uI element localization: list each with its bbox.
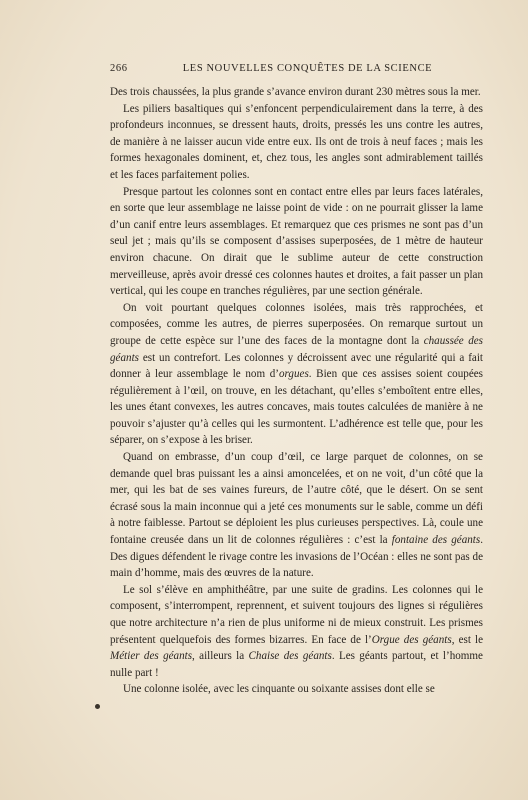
paragraph xyxy=(110,101,483,184)
italic-term: Orgue des géants xyxy=(371,633,452,646)
page-header xyxy=(110,63,483,79)
text-run: Les piliers basaltiques qui s’enfoncent perpendiculairement dans la terre, à des profondeurs inconnues, se dressent hauts, droits, pressés les uns contre les autres, de manière à ne laisser aucun vide entre eux. Ils ont de trois à neuf faces ; mais les formes hexagonales dominent, et, chez tous, les angles sont admirablement taillés et les faces parfaitement polies. xyxy=(110,102,483,181)
text-run: Le sol s’élève en amphithéâtre, par une suite de gradins. Les colonnes qui le composent, s’interrompent, reprennent, et suivent toujours des lignes si régulières que notre architecture n’a rien de plus uniforme ni de mieux construit. Les prismes présentent quelquefois des formes bizarres. En face de l’ xyxy=(110,583,483,646)
text-run: . Bien que ces assises soient coupées régulièrement à l’œil, on trouve, en les détachant, qu’elles s’emboîtent entre elles, les unes étant convexes, les autres concaves, mais toutes calculées de manière à ne pouvoir s’ajuster qu’à celles qui les surmontent. L’adhérence est telle que, pour les séparer, on s’expose à les briser. xyxy=(110,368,483,447)
italic-term: Métier des géants xyxy=(110,650,193,663)
paragraph xyxy=(110,300,483,449)
text-run: Quand on embrasse, d’un coup d’œil, ce large parquet de colonnes, on se demande quel bras puissant les a ainsi amoncelées, et on ne voit, d’un côté que la mer, qui les bat de ses vaines fureurs, de l’autre côté, que le désert. On se sent écrasé sous la main inconnue qui a jeté ces monuments sur le sable, comme un défi à notre faiblesse. Partout se déploient les plus curieuses perspectives. Là, coule une fontaine creusée dans un lit de colonnes régulières : c’est la xyxy=(110,451,483,547)
text-run: . Les géants partout, et l’homme nulle part ! xyxy=(110,650,483,679)
text-run: Presque partout les colonnes sont en contact entre elles par leurs faces latérales, en sorte que leur assemblage ne laisse point de vide : on ne pourrait glisser la lame d’un canif entre leurs assemblages. Et remarquez que ces prismes ne sont pas d’un seul jet ; mais qu’ils se composent d’assises superposées, de 1 mètre de hauteur environ chacune. On dirait que le sublime auteur de cette construction merveilleuse, après avoir dressé ces colonnes hautes et droites, a fait passer un plan vertical, qui les coupe en tranches régulières, par une section générale. xyxy=(110,185,483,298)
body-text xyxy=(110,84,483,698)
paragraph xyxy=(110,84,483,101)
text-run: Des trois chaussées, la plus grande s’avance environ durant 230 mètres sous la mer. xyxy=(110,86,481,98)
text-run: . Des digues défendent le rivage contre les invasions de l’Océan : elles ne sont pas de main d’homme, mais des œuvres de la nature. xyxy=(110,534,483,580)
text-run: , est le xyxy=(451,633,484,646)
italic-term: orgues xyxy=(278,368,309,381)
text-run: est un contrefort. Les colonnes y décroissent avec une régularité qui a fait donner à leur assemblage le nom d’ xyxy=(110,351,483,381)
italic-term: chaussée des géants xyxy=(110,334,483,364)
italic-term: Chaise des géants xyxy=(248,650,332,663)
ink-spot-mark xyxy=(95,704,100,709)
text-run: , ailleurs la xyxy=(192,650,249,663)
text-run: Une colonne isolée, avec les cinquante ou soixante assises dont elle se xyxy=(123,683,435,696)
italic-term: fontaine des géants xyxy=(391,534,481,547)
paragraph xyxy=(110,582,483,682)
text-run: On voit pourtant quelques colonnes isolées, mais très rapprochées, et composées, comme les autres, de pierres superposées. On remarque surtout un groupe de cette espèce sur l’une des faces de la montagne dont la xyxy=(110,301,483,347)
paragraph xyxy=(110,184,483,300)
page-number: 266 xyxy=(110,63,128,74)
paragraph xyxy=(110,681,483,698)
running-title: LES NOUVELLES CONQUÊTES DE LA SCIENCE xyxy=(182,63,433,74)
paragraph xyxy=(110,449,483,582)
